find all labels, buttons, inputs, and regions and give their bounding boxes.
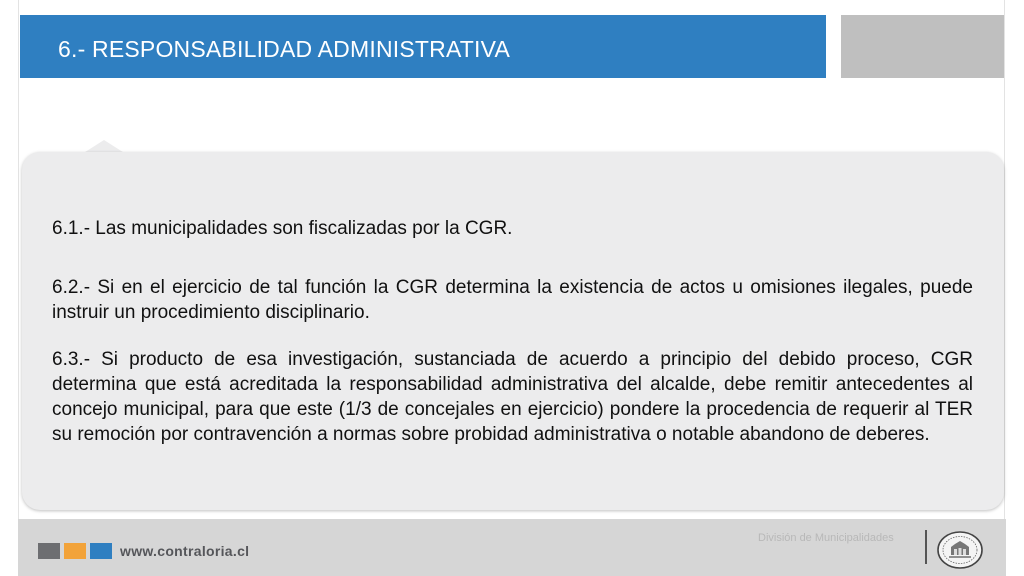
- left-border-line: [18, 0, 19, 520]
- footer-square-blue: [90, 543, 112, 559]
- footer-divider: [925, 530, 927, 564]
- slide-body: [52, 216, 973, 469]
- title-bar: [20, 15, 826, 78]
- division-label: División de Municipalidades: [758, 532, 894, 544]
- slide-title: 6.- RESPONSABILIDAD ADMINISTRATIVA: [58, 36, 510, 62]
- header-grey-box: [841, 15, 1004, 78]
- footer-url-link[interactable]: www.contraloria.cl: [120, 543, 250, 559]
- paragraph-6-2: 6.2.- Si en el ejercicio de tal función la CGR determina la existencia de actos u omisiones ilegales, puede instruir un procedimiento disciplinario.: [52, 277, 973, 323]
- contraloria-seal-icon: [936, 530, 984, 570]
- paragraph-6-1: 6.1.- Las municipalidades son fiscalizadas por la CGR.: [52, 218, 513, 239]
- right-border-line: [1004, 0, 1005, 520]
- footer-square-grey: [38, 543, 60, 559]
- paragraph-6-3: 6.3.- Si producto de esa investigación, sustanciada de acuerdo a principio del debido proceso, CGR determina que está acreditada la responsabilidad administrativa del alcalde, debe remitir antecedentes al concejo municipal, para que este (1/3 de concejales en ejercicio) pondere la procedencia de requerir al TER su remoción por contravención a normas sobre probidad administrativa o notable abandono de deberes.: [52, 349, 973, 445]
- footer-square-orange: [64, 543, 86, 559]
